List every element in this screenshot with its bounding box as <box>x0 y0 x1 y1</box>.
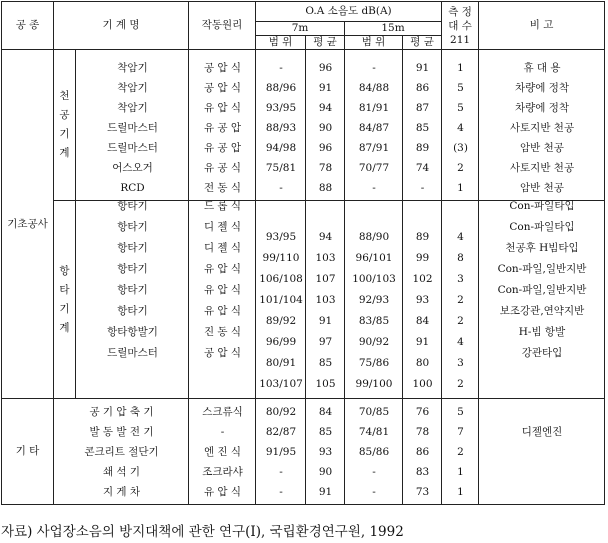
range-7m: 93/95 <box>265 102 297 114</box>
range-15m: 70/77 <box>358 162 390 174</box>
column-divider <box>402 50 403 398</box>
avg-7m: 91 <box>318 82 333 94</box>
machine-name: 공 기 압 축 기 <box>89 406 154 418</box>
sub2-label: 항 타 기 계 <box>59 264 70 334</box>
remark: 휴 대 용 <box>523 62 561 74</box>
range-7m: 99/110 <box>262 252 300 264</box>
principle: 유 압 식 <box>203 284 242 296</box>
principle: 유 압 식 <box>203 305 242 317</box>
avg-7m: 97 <box>318 336 333 348</box>
range-7m: 91/95 <box>265 446 297 458</box>
group-body <box>76 50 605 399</box>
other-body <box>54 399 605 505</box>
count: 4 <box>457 231 464 243</box>
header-count-top: 측 정 <box>448 5 472 18</box>
range-15m: - <box>372 62 376 74</box>
count: 2 <box>457 294 464 306</box>
remark: 암반 천공 <box>520 142 564 154</box>
range-7m: 88/96 <box>265 82 297 94</box>
range-15m: 87/91 <box>358 142 390 154</box>
principle: 유 압 식 <box>203 263 242 275</box>
machine-name: 항타기 <box>117 221 148 233</box>
range-7m: 75/81 <box>265 162 297 174</box>
range-7m <box>256 206 306 226</box>
range-15m: 100/103 <box>352 273 396 285</box>
avg-15m: 85 <box>415 122 430 134</box>
range-7m: - <box>279 486 283 498</box>
avg-7m: 91 <box>318 315 333 327</box>
principle: 공 압 식 <box>203 82 242 94</box>
other-label: 기 타 <box>2 399 54 505</box>
header-count <box>442 2 479 50</box>
range-15m: 84/87 <box>358 122 390 134</box>
remark: 보조강관,연약지반 <box>499 305 585 317</box>
principle: 전 동 식 <box>203 182 242 194</box>
range-15m: 75/86 <box>358 357 390 369</box>
remark: Con-파일,일반지반 <box>497 263 587 275</box>
avg-7m: 94 <box>318 231 333 243</box>
range-15m: 84/88 <box>358 82 390 94</box>
avg-7m: 88 <box>318 182 333 194</box>
count: 3 <box>457 357 464 369</box>
count: 2 <box>457 378 464 390</box>
header-15m: 15m <box>345 22 442 36</box>
range-7m: 96/99 <box>265 336 297 348</box>
principle: 유 공 압 <box>203 122 242 134</box>
avg-15m: 76 <box>415 406 430 418</box>
column-divider <box>305 399 306 504</box>
header-avg-7: 평 균 <box>306 36 345 50</box>
column-divider <box>344 399 345 504</box>
avg-7m: 85 <box>318 426 333 438</box>
column-divider <box>255 50 256 398</box>
avg-7m: 90 <box>318 466 333 478</box>
principle: 유 압 식 <box>203 486 242 498</box>
avg-15m <box>403 206 442 226</box>
principle: 디 젤 식 <box>203 242 242 254</box>
remark <box>479 422 605 442</box>
avg-7m: 105 <box>315 378 336 390</box>
avg-15m: 93 <box>415 294 430 306</box>
source-caption: 자료) 사업장소음의 방지대책에 관한 연구(Ⅰ), 국립환경연구원, 1992 <box>1 524 404 540</box>
principle: 공 압 식 <box>203 62 242 74</box>
header-machine: 기 계 명 <box>54 2 189 50</box>
avg-15m: 99 <box>415 252 430 264</box>
count: 4 <box>457 122 464 134</box>
remark: 강관타입 <box>521 347 563 359</box>
principle <box>189 364 256 384</box>
range-15m: 70/85 <box>358 406 390 418</box>
column-divider <box>441 50 442 398</box>
count: 8 <box>457 252 464 264</box>
avg-15m: 83 <box>415 466 430 478</box>
machine-name: 드릴마스터 <box>107 142 158 154</box>
noise-table <box>1 1 605 505</box>
range-7m: 93/95 <box>265 231 297 243</box>
avg-7m: 84 <box>318 406 333 418</box>
principle: 스크류식 <box>202 406 243 418</box>
count: 3 <box>457 273 464 285</box>
column-divider <box>478 50 479 398</box>
range-7m: 106/108 <box>259 273 303 285</box>
machine-name: 항타기 <box>117 305 148 317</box>
count: 7 <box>457 426 464 438</box>
avg-15m: 87 <box>415 102 430 114</box>
principle: 유 공 압 <box>203 142 242 154</box>
column-divider <box>478 399 479 504</box>
header-remark: 비 고 <box>479 2 605 50</box>
range-15m: 85/86 <box>358 446 390 458</box>
range-7m: 101/104 <box>259 294 303 306</box>
header-7m: 7m <box>256 22 345 36</box>
count: 5 <box>457 102 464 114</box>
remark: Con-파일,일반지반 <box>497 284 587 296</box>
range-7m: - <box>279 466 283 478</box>
column-divider <box>441 399 442 504</box>
range-7m: - <box>279 62 283 74</box>
header-count-mid: 대 수 <box>448 19 472 32</box>
range-15m: - <box>372 182 376 194</box>
range-15m <box>345 206 403 226</box>
count: 1 <box>457 62 464 74</box>
principle: 공 압 식 <box>203 347 242 359</box>
principle: 유 공 식 <box>203 162 242 174</box>
count: (3) <box>453 142 468 154</box>
principle: 엔 진 식 <box>203 446 242 458</box>
count: 2 <box>457 446 464 458</box>
count: 4 <box>457 336 464 348</box>
machine-name: 드릴마스터 <box>107 122 158 134</box>
sub-labels <box>54 50 76 399</box>
count <box>442 206 479 226</box>
count: 5 <box>457 406 464 418</box>
machine-name <box>76 364 189 384</box>
remark: 암반 천공 <box>520 182 564 194</box>
range-15m: 96/101 <box>355 252 393 264</box>
range-15m: 99/100 <box>355 378 393 390</box>
count: 1 <box>457 182 464 194</box>
avg-15m: 89 <box>415 231 430 243</box>
range-7m: 94/98 <box>265 142 297 154</box>
remark: 차량에 정착 <box>514 102 570 114</box>
machine-name: 착암기 <box>117 102 148 114</box>
avg-15m: - <box>420 182 425 194</box>
remark: 사토지반 천공 <box>509 162 575 174</box>
column-divider <box>188 399 189 504</box>
avg-15m: 91 <box>415 336 430 348</box>
machine-name: 드릴마스터 <box>107 347 158 359</box>
column-divider <box>255 399 256 504</box>
range-15m: 83/85 <box>358 315 390 327</box>
principle: 디 젤 식 <box>203 221 242 233</box>
remark: 사토지반 천공 <box>509 122 575 134</box>
header-count-num: 211 <box>450 33 471 46</box>
principle: 드 롭 식 <box>203 200 242 212</box>
principle: 진 동 식 <box>203 326 242 338</box>
range-7m: - <box>279 182 283 194</box>
range-7m: 82/87 <box>265 426 297 438</box>
range-15m: 81/91 <box>358 102 390 114</box>
machine-name: 항타기 <box>117 263 148 275</box>
range-7m: 103/107 <box>259 378 303 390</box>
machine-name: 어스오거 <box>112 162 153 174</box>
range-15m: 92/93 <box>358 294 390 306</box>
machine-name: 착암기 <box>117 82 148 94</box>
remark: 천공후 H빔타입 <box>505 242 579 254</box>
count: 1 <box>457 466 464 478</box>
column-divider <box>402 399 403 504</box>
avg-7m: 94 <box>318 102 333 114</box>
remark: Con-파일타입 <box>509 221 575 233</box>
column-divider <box>344 50 345 398</box>
range-7m: 80/91 <box>265 357 297 369</box>
range-15m: - <box>372 466 376 478</box>
remark <box>479 364 605 384</box>
group-label: 기초공사 <box>2 50 54 399</box>
avg-7m: 107 <box>315 273 336 285</box>
avg-7m: 78 <box>318 162 333 174</box>
avg-15m: 89 <box>415 142 430 154</box>
avg-15m: 84 <box>415 315 430 327</box>
column-divider <box>188 50 189 398</box>
machine-name: 항타기 <box>117 242 148 254</box>
machine-name: 항타기 <box>117 284 148 296</box>
sub1-label: 천 공 기 계 <box>59 90 70 159</box>
machine-name: 항타항발기 <box>107 326 158 338</box>
count: 1 <box>457 486 464 498</box>
avg-7m: 91 <box>318 486 333 498</box>
remark: 디젤엔진 <box>521 426 563 438</box>
machine-name: 항타기 <box>117 200 148 212</box>
range-15m: 74/81 <box>358 426 390 438</box>
machine-name: 지 게 차 <box>102 486 141 498</box>
count: 2 <box>457 162 464 174</box>
avg-15m: 91 <box>415 62 430 74</box>
range-7m: 89/92 <box>265 315 297 327</box>
range-15m: 90/92 <box>358 336 390 348</box>
avg-15m: 78 <box>415 426 430 438</box>
remark: 차량에 정착 <box>514 82 570 94</box>
principle: - <box>220 426 225 438</box>
header-avg-15: 평 균 <box>403 36 442 50</box>
machine-name: 콘크리트 절단기 <box>84 446 159 458</box>
avg-7m: 103 <box>315 252 336 264</box>
avg-15m: 86 <box>415 446 430 458</box>
count: 2 <box>457 315 464 327</box>
header-range-7: 범 위 <box>256 36 306 50</box>
avg-15m: 74 <box>415 162 430 174</box>
header-oa: O.A 소음도 dB(A) <box>256 2 442 22</box>
avg-7m: 96 <box>318 142 333 154</box>
header-principle: 작동원리 <box>189 2 256 50</box>
principle: 조크라샤 <box>202 466 243 478</box>
machine-name: 발 동 발 전 기 <box>89 426 154 438</box>
avg-7m <box>306 206 345 226</box>
principle: 유 압 식 <box>203 102 242 114</box>
remark: H-빔 항발 <box>518 326 566 338</box>
avg-15m: 80 <box>415 357 430 369</box>
avg-15m: 86 <box>415 82 430 94</box>
range-7m: 80/92 <box>265 406 297 418</box>
avg-7m: 96 <box>318 62 333 74</box>
machine-name: RCD <box>120 182 145 194</box>
avg-7m: 93 <box>318 446 333 458</box>
avg-15m: 73 <box>415 486 430 498</box>
avg-15m: 100 <box>412 378 433 390</box>
header-range-15: 범 위 <box>345 36 403 50</box>
column-divider <box>305 50 306 398</box>
remark: Con-파일타입 <box>509 200 575 212</box>
avg-7m: 103 <box>315 294 336 306</box>
range-15m: 88/90 <box>358 231 390 243</box>
count: 5 <box>457 82 464 94</box>
avg-7m: 90 <box>318 122 333 134</box>
range-15m: - <box>372 486 376 498</box>
header-category: 공 종 <box>2 2 54 50</box>
range-7m: 88/93 <box>265 122 297 134</box>
avg-7m: 85 <box>318 357 333 369</box>
machine-name: 착암기 <box>117 62 148 74</box>
machine-name: 쇄 석 기 <box>102 466 141 478</box>
avg-15m: 102 <box>412 273 433 285</box>
